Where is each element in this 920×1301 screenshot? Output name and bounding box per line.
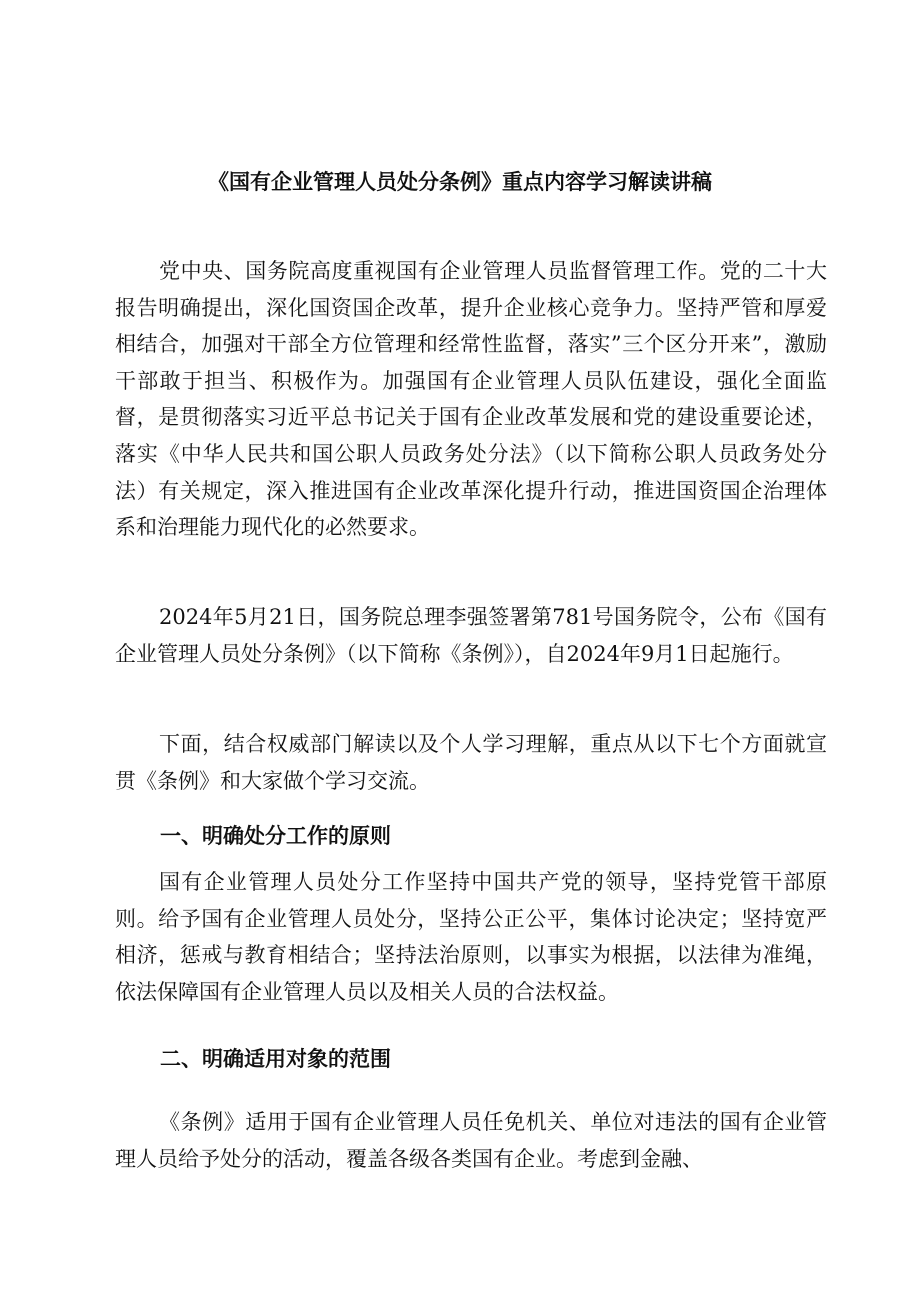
section-2-text: 《条例》适用于国有企业管理人员任免机关、单位对违法的国有企业管理人员给予处分的活动，覆盖各级各类国有企业。考虑到金融、 [115,1110,827,1171]
intro-paragraph: 党中央、国务院高度重视国有企业管理人员监督管理工作。党的二十大报告明确提出，深化国资国企改革，提升企业核心竞争力。坚持严管和厚爱相结合，加强对干部全方位管理和经常性监督，落实”三个区分开来”，激励干部敢于担当、积极作为。加强国有企业管理人员队伍建设，强化全面监督，是贯彻落实习近平总书记关于国有企业改革发展和党的建设重要论述，落实《中华人民共和国公职人员政务处分法》（以下简称公职人员政务处分法）有关规定，深入推进国有企业改革深化提升行动，推进国资国企治理体系和治理能力现代化的必然要求。 [115,259,827,540]
document-title: 《国有企业管理人员处分条例》重点内容学习解读讲稿 [208,170,712,194]
section-1-text: 国有企业管理人员处分工作坚持中国共产党的领导，坚持党管干部原则。给予国有企业管理人员处分，坚持公正公平，集体讨论决定；坚持宽严相济，惩戒与教育相结合；坚持法治原则，以事实为根据，以法律为准绳，依法保障国有企业管理人员以及相关人员的合法权益。 [115,870,827,1004]
section-1-heading: 一、明确处分工作的原则 [160,824,391,848]
section-2-heading: 二、明确适用对象的范围 [160,1047,391,1071]
decree-paragraph: 2024年5月21日，国务院总理李强签署第781号国务院令，公布《国有企业管理人员处分条例》（以下简称《条例》），自2024年9月1日起施行。 [115,605,827,666]
overview-paragraph: 下面，结合权威部门解读以及个人学习理解，重点从以下七个方面就宣贯《条例》和大家做个学习交流。 [115,732,827,793]
